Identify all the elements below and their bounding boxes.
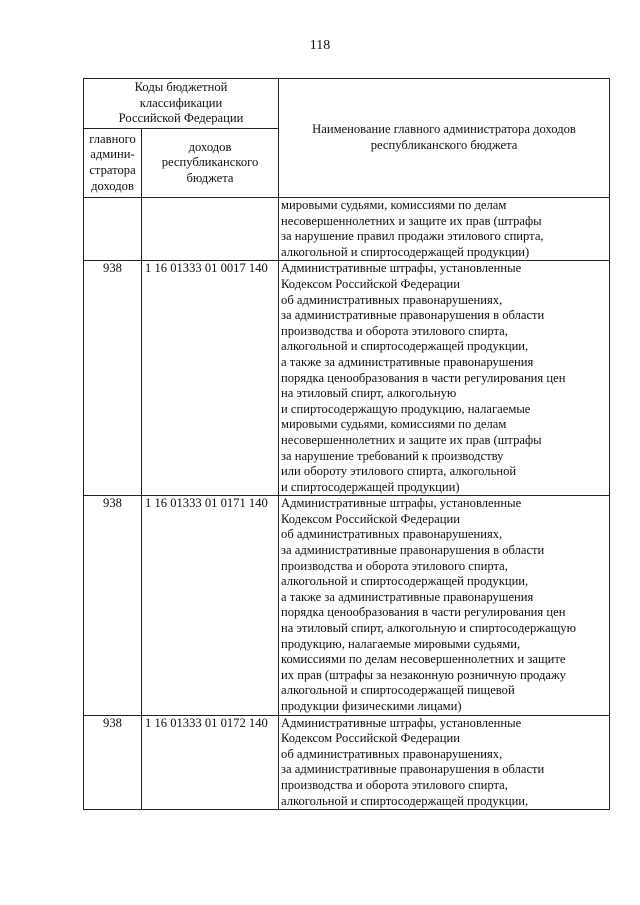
text-line: или обороту этилового спирта, алкогольной <box>281 464 517 479</box>
text-line: алкогольной и спиртосодержащей продукции, <box>281 339 529 354</box>
text-line: продукцию, налагаемые мировыми судьями, <box>281 636 521 651</box>
header-line: админи- <box>90 147 135 162</box>
table-body <box>84 198 610 810</box>
text-line: за нарушение правил продажи этилового спирта, <box>281 229 544 244</box>
header-line: главного <box>89 131 136 146</box>
text-line: мировыми судьями, комиссиями по делам <box>281 417 507 432</box>
text-line: Административные штрафы, установленные <box>281 261 522 276</box>
text-line: алкогольной и спиртосодержащей продукции, <box>281 793 529 808</box>
header-line: классификации <box>139 95 223 110</box>
text-line: продукции физическими лицами) <box>281 699 462 713</box>
header-line: республиканского <box>161 155 259 170</box>
text-line: об административных правонарушениях, <box>281 746 503 761</box>
text-line: Административные штрафы, установленные <box>281 715 522 730</box>
header-main-administrator <box>84 129 142 198</box>
header-line: республиканского бюджета <box>370 138 518 152</box>
text-line: Кодексом Российской Федерации <box>281 731 460 746</box>
text-line: производства и оборота этилового спирта, <box>281 323 508 338</box>
admin-code-cell: 938 <box>84 496 142 715</box>
header-line: Российской Федерации <box>118 111 244 126</box>
text-line: об административных правонарушениях, <box>281 527 503 542</box>
text-line: об административных правонарушениях, <box>281 292 503 307</box>
text-line: и спиртосодержащей продукции) <box>281 479 460 494</box>
table-row <box>84 198 610 261</box>
text-line: Кодексом Российской Федерации <box>281 511 460 526</box>
text-line: а также за административные правонарушения <box>281 354 534 369</box>
admin-code-cell: 938 <box>84 715 142 810</box>
budget-code-cell <box>142 198 279 261</box>
table-header-row-1 <box>84 79 610 129</box>
budget-code-cell: 1 16 01333 01 0172 140 <box>142 715 279 810</box>
header-line: Наименование главного администратора доходов <box>312 122 576 137</box>
header-budget-classification <box>84 79 279 129</box>
admin-code-cell <box>84 198 142 261</box>
income-name-cell <box>279 496 610 715</box>
text-line: на этиловый спирт, алкогольную <box>281 386 457 401</box>
text-line: производства и оборота этилового спирта, <box>281 777 508 792</box>
budget-codes-table <box>83 78 610 810</box>
income-name-cell <box>279 198 610 261</box>
income-name-cell <box>279 715 610 810</box>
text-line: порядка ценообразования в части регулирования цен <box>281 370 566 385</box>
header-line: бюджета <box>186 170 234 185</box>
text-line: производства и оборота этилового спирта, <box>281 558 508 573</box>
text-line: Кодексом Российской Федерации <box>281 276 460 291</box>
text-line: и спиртосодержащую продукцию, налагаемые <box>281 401 531 416</box>
text-line: на этиловый спирт, алкогольную и спиртосодержащую <box>281 621 576 636</box>
income-name-cell <box>279 261 610 496</box>
admin-code-cell: 938 <box>84 261 142 496</box>
text-line: алкогольной и спиртосодержащей продукции, <box>281 574 529 589</box>
text-line: их прав (штрафы за незаконную розничную продажу <box>281 667 566 682</box>
page-number: 118 <box>309 38 331 53</box>
text-line: комиссиями по делам несовершеннолетних и защите <box>281 652 566 667</box>
text-line: за административные правонарушения в области <box>281 762 545 777</box>
text-line: алкогольной и спиртосодержащей продукции) <box>281 244 530 259</box>
budget-code-cell: 1 16 01333 01 0017 140 <box>142 261 279 496</box>
header-administrator-name <box>279 79 610 198</box>
text-line: за нарушение требований к производству <box>281 448 504 463</box>
header-republican-income <box>142 129 279 198</box>
text-line: алкогольной и спиртосодержащей пищевой <box>281 683 515 698</box>
text-line: несовершеннолетних и защите их прав (штрафы <box>281 213 542 228</box>
text-line: а также за административные правонарушения <box>281 589 534 604</box>
table-row <box>84 715 610 810</box>
header-line: доходов <box>91 178 134 193</box>
table-row <box>84 261 610 496</box>
header-line: стратора <box>89 163 136 177</box>
text-line: за административные правонарушения в области <box>281 308 545 323</box>
text-line: за административные правонарушения в области <box>281 543 545 558</box>
header-line: доходов <box>188 139 232 154</box>
table-row <box>84 496 610 715</box>
header-line: Коды бюджетной <box>134 80 228 95</box>
text-line: несовершеннолетних и защите их прав (штрафы <box>281 432 542 447</box>
text-line: порядка ценообразования в части регулирования цен <box>281 605 566 620</box>
budget-code-cell: 1 16 01333 01 0171 140 <box>142 496 279 715</box>
text-line: Административные штрафы, установленные <box>281 496 522 511</box>
text-line: мировыми судьями, комиссиями по делам <box>281 198 507 212</box>
